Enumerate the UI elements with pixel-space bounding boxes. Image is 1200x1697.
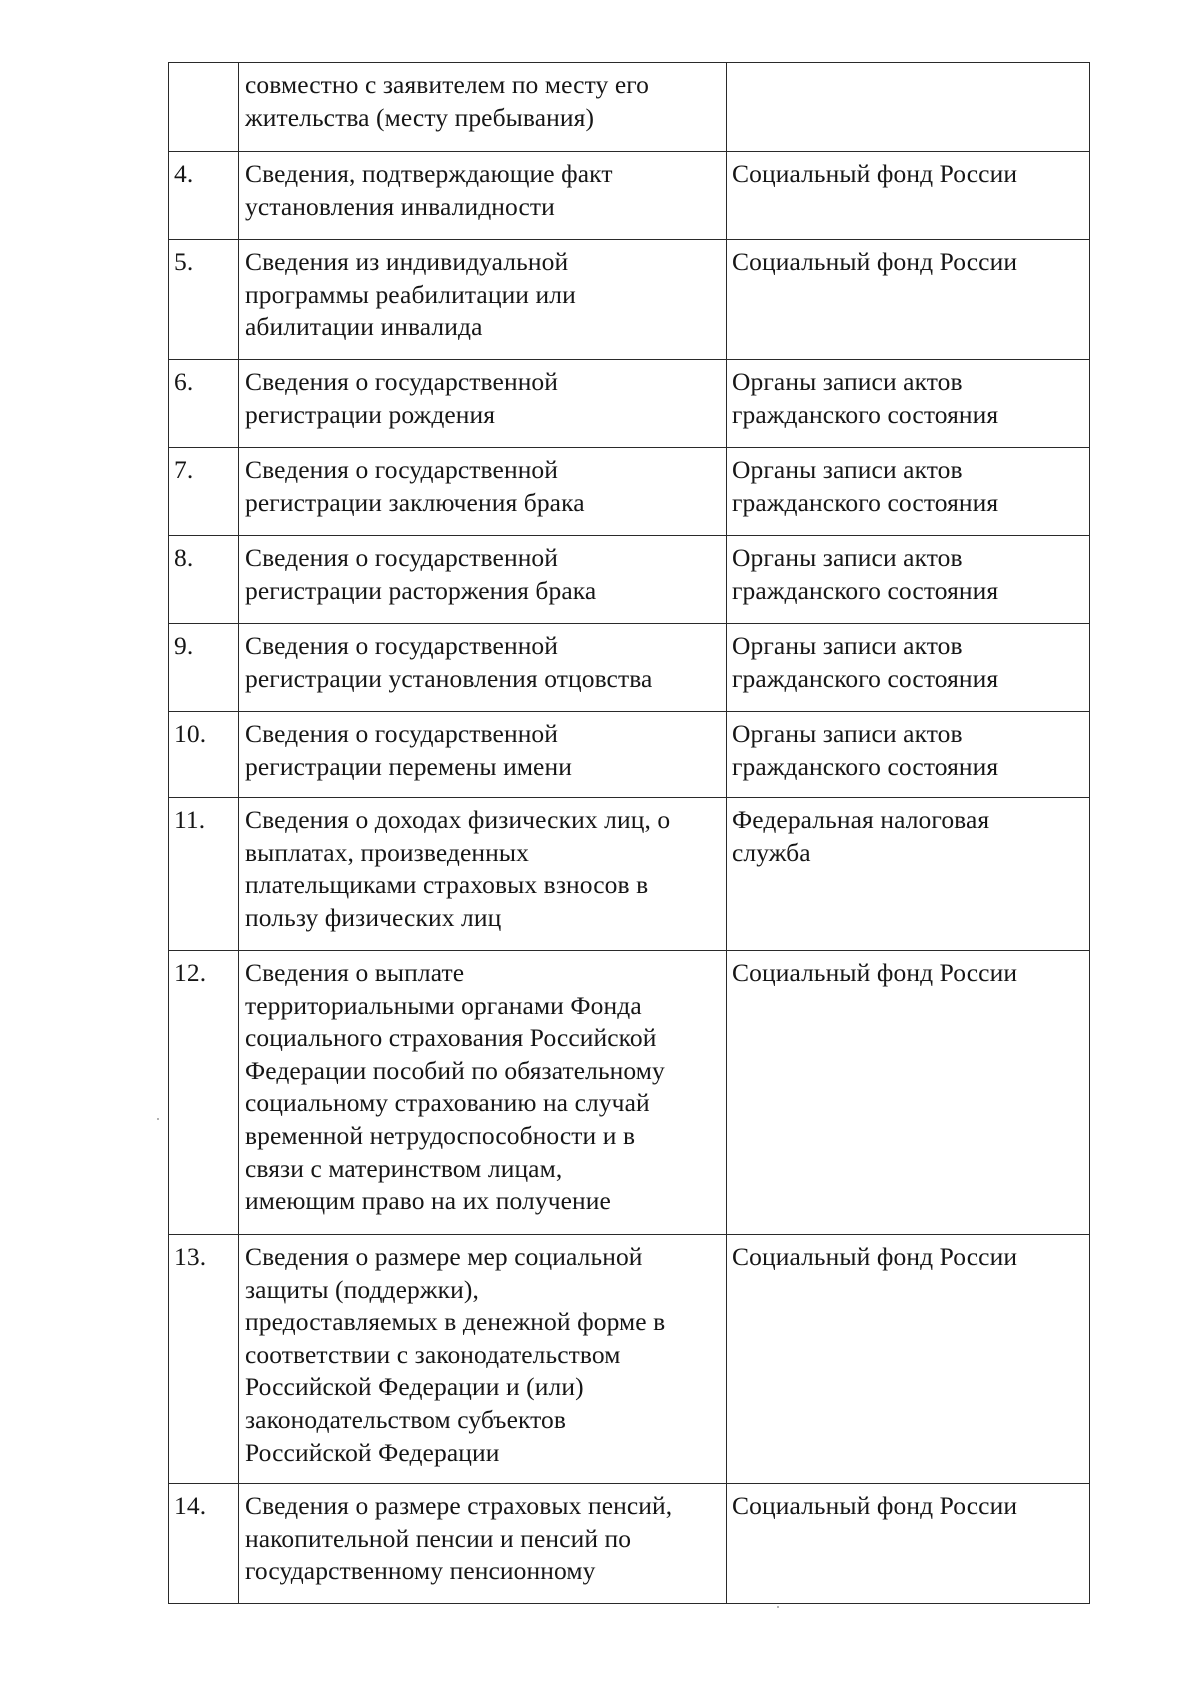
row-description: Сведения о размере страховых пенсий, накопительной пенсии и пенсий по государственному пенсионному: [239, 1484, 727, 1604]
table-row: [169, 624, 1090, 712]
row-description: Сведения из индивидуальной программы реабилитации или абилитации инвалида: [239, 240, 727, 360]
scan-speck: [777, 1606, 779, 1608]
row-description: Сведения, подтверждающие факт установления инвалидности: [239, 152, 727, 240]
row-source: Социальный фонд России: [727, 240, 1090, 360]
information-sources-table: [168, 62, 1090, 1604]
table-row: [169, 360, 1090, 448]
row-description: Сведения о государственной регистрации расторжения брака: [239, 536, 727, 624]
row-number: 7.: [169, 448, 239, 536]
row-source: [727, 63, 1090, 152]
row-number: 13.: [169, 1235, 239, 1484]
row-number: 5.: [169, 240, 239, 360]
table-row: [169, 1235, 1090, 1484]
row-description: совместно с заявителем по месту его жительства (месту пребывания): [239, 63, 727, 152]
table-row: [169, 1484, 1090, 1604]
row-source: Органы записи актов гражданского состояния: [727, 624, 1090, 712]
row-source: Органы записи актов гражданского состояния: [727, 448, 1090, 536]
row-number: 4.: [169, 152, 239, 240]
row-source: Органы записи актов гражданского состояния: [727, 536, 1090, 624]
row-number: 6.: [169, 360, 239, 448]
table-row: [169, 448, 1090, 536]
table-body: [169, 63, 1090, 1604]
table-row: [169, 712, 1090, 798]
row-number: 8.: [169, 536, 239, 624]
table-row: [169, 152, 1090, 240]
row-source: Органы записи актов гражданского состояния: [727, 360, 1090, 448]
row-number: [169, 63, 239, 152]
row-source: Социальный фонд России: [727, 152, 1090, 240]
row-source: Социальный фонд России: [727, 951, 1090, 1235]
table-row: [169, 536, 1090, 624]
row-description: Сведения о государственной регистрации перемены имени: [239, 712, 727, 798]
row-description: Сведения о государственной регистрации установления отцовства: [239, 624, 727, 712]
table-row: [169, 951, 1090, 1235]
row-source: Социальный фонд России: [727, 1235, 1090, 1484]
row-number: 12.: [169, 951, 239, 1235]
row-source: Социальный фонд России: [727, 1484, 1090, 1604]
row-number: 10.: [169, 712, 239, 798]
row-description: Сведения о размере мер социальной защиты (поддержки), предоставляемых в денежной форме в соответствии с законодательством Российской Федерации и (или) законодательством субъектов Российской Федерации: [239, 1235, 727, 1484]
row-number: 14.: [169, 1484, 239, 1604]
row-number: 9.: [169, 624, 239, 712]
table-row: [169, 240, 1090, 360]
row-description: Сведения о государственной регистрации рождения: [239, 360, 727, 448]
table-row: [169, 798, 1090, 951]
row-number: 11.: [169, 798, 239, 951]
row-source: Органы записи актов гражданского состояния: [727, 712, 1090, 798]
row-description: Сведения о выплате территориальными органами Фонда социального страхования Российской Федерации пособий по обязательному социальному страхованию на случай временной нетрудоспособности и в связи с материнством лицам, имеющим право на их получение: [239, 951, 727, 1235]
row-description: Сведения о государственной регистрации заключения брака: [239, 448, 727, 536]
row-source: Федеральная налоговая служба: [727, 798, 1090, 951]
row-description: Сведения о доходах физических лиц, о выплатах, произведенных плательщиками страховых взносов в пользу физических лиц: [239, 798, 727, 951]
scan-speck: [157, 1118, 159, 1120]
table-row: [169, 63, 1090, 152]
